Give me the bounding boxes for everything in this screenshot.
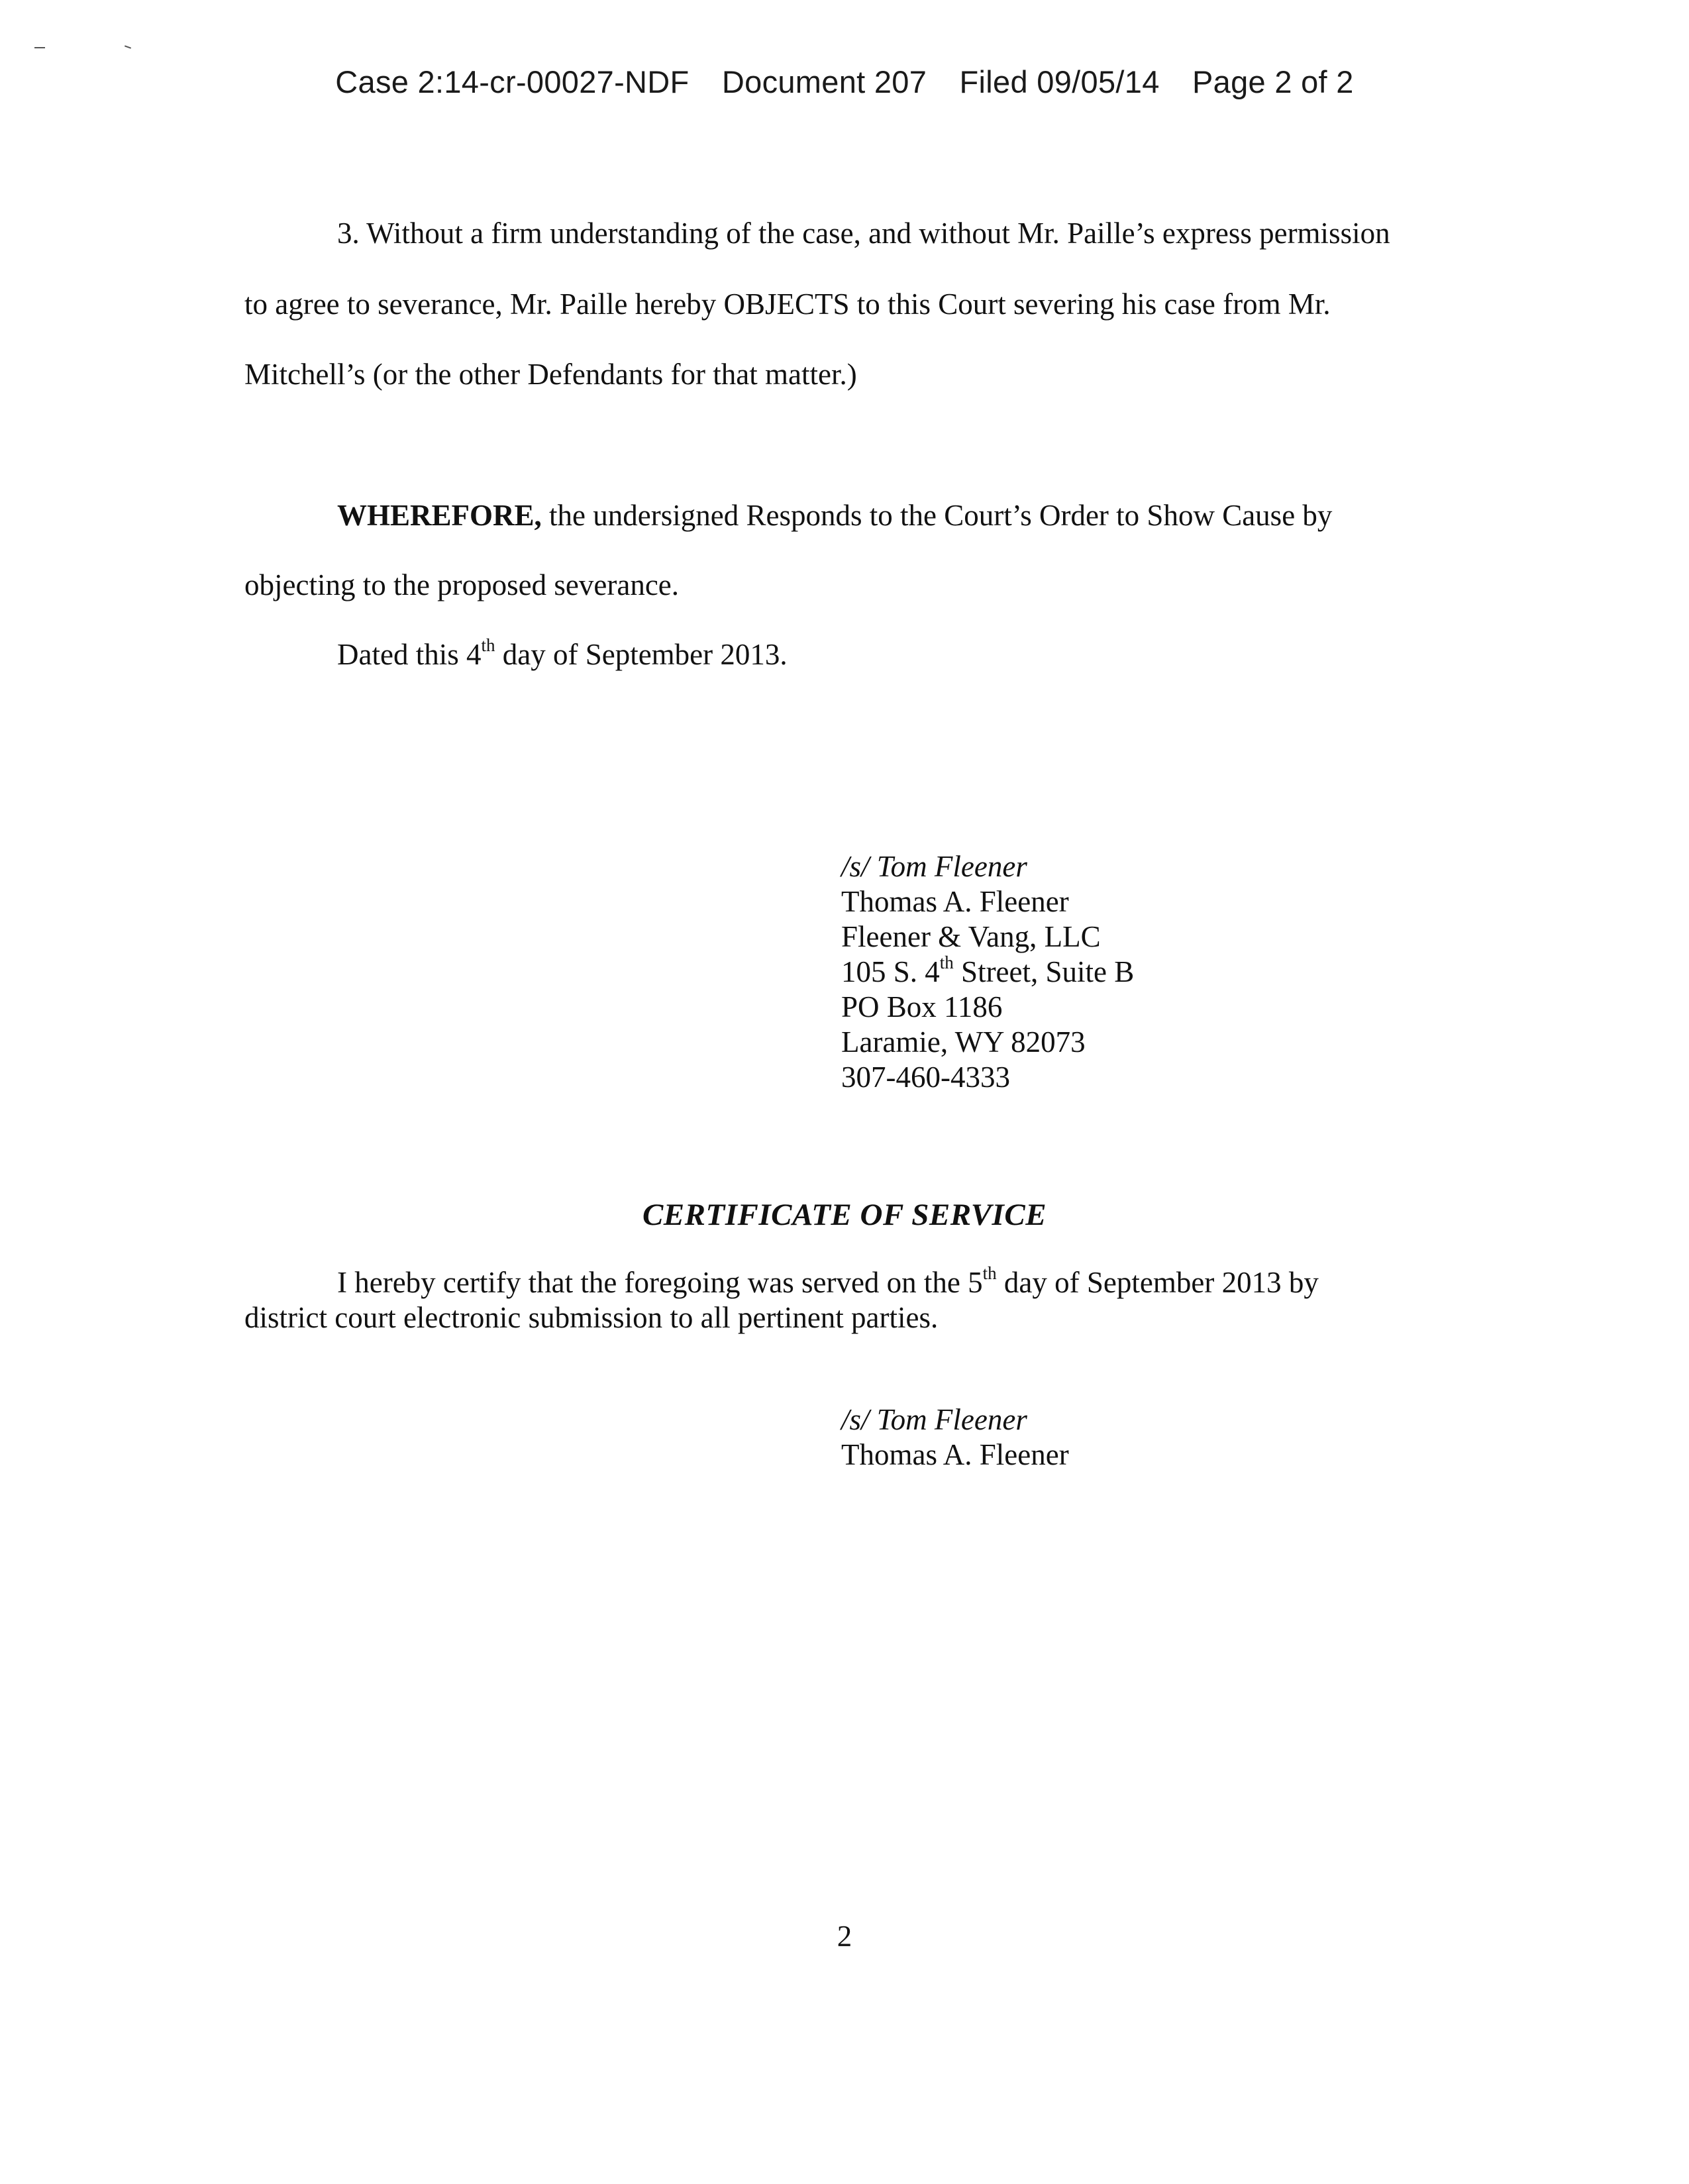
page-number: 2 [837,1920,852,1953]
electronic-signature: /s/ Tom Fleener [841,1403,1027,1436]
attorney-name: Thomas A. Fleener [841,1438,1069,1471]
paragraph-3-line-2: to agree to severance, Mr. Paille hereby OBJECTS to this Court severing his case from Mr. [244,287,1331,321]
certificate-title: CERTIFICATE OF SERVICE [642,1198,1047,1232]
certificate-line-2: district court electronic submission to all pertinent parties. [244,1301,939,1334]
wherefore-lead: WHEREFORE, [337,499,542,532]
signature-block [841,849,1134,1095]
filed-date: Filed 09/05/14 [959,64,1160,99]
paragraph-3-line-1: 3. Without a firm understanding of the case, and without Mr. Paille’s express permission [337,217,1390,250]
page-count: Page 2 of 2 [1192,64,1354,99]
electronic-signature: /s/ Tom Fleener [841,850,1027,883]
attorney-name: Thomas A. Fleener [841,885,1069,918]
certificate-line-1: I hereby certify that the foregoing was served on the 5th day of September 2013 by [337,1263,1319,1299]
city-state-zip: Laramie, WY 82073 [841,1025,1086,1059]
case-header [0,64,1689,100]
wherefore-line-2: objecting to the proposed severance. [244,568,680,601]
wherefore-text: the undersigned Responds to the Court’s Order to Show Cause by [541,499,1333,532]
scan-mark [34,47,45,48]
po-box: PO Box 1186 [841,990,1003,1023]
wherefore-line-1 [337,501,1332,531]
street-address: 105 S. 4th Street, Suite B [841,952,1135,988]
dated-line: Dated this 4th day of September 2013. [337,635,788,671]
scan-mark [125,45,131,48]
case-number: Case 2:14-cr-00027-NDF [335,64,690,99]
document-number: Document 207 [721,64,927,99]
phone-number: 307-460-4333 [841,1061,1010,1094]
law-firm: Fleener & Vang, LLC [841,920,1101,953]
certificate-signature-block [841,1402,1069,1473]
paragraph-3-line-3: Mitchell’s (or the other Defendants for that matter.) [244,358,857,391]
